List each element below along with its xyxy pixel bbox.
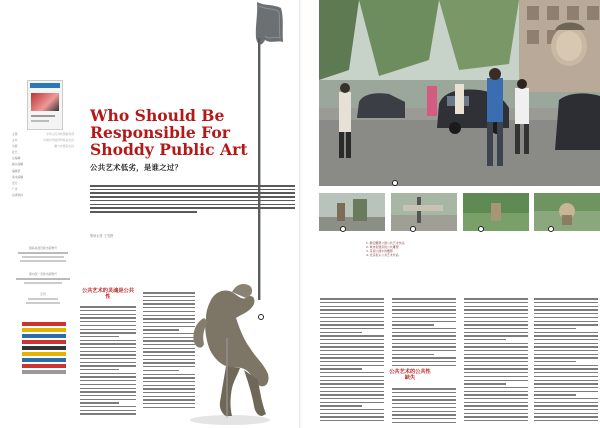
info-key: 编辑部: [12, 168, 21, 173]
body-column-1: [80, 304, 136, 417]
text-line: [534, 413, 598, 414]
text-line: [464, 313, 528, 314]
text-line: [320, 332, 362, 333]
text-line: [534, 317, 598, 318]
text-line: [320, 306, 384, 307]
page-gutter: [299, 0, 301, 428]
text-line: [80, 340, 136, 341]
text-line: [464, 398, 528, 399]
text-line: [80, 362, 136, 363]
text-line: [464, 387, 528, 388]
photo-marker-icon[interactable]: [478, 226, 484, 232]
info-key: 广告: [12, 186, 18, 191]
photo-thumbnail-strip: [319, 193, 600, 231]
info-value: 魅力中国杂志社: [54, 144, 74, 149]
text-line: [392, 418, 456, 419]
text-line: [392, 339, 456, 340]
intro-line: [90, 207, 295, 209]
text-line: [143, 329, 179, 330]
text-line: [534, 376, 598, 377]
photo-thumbnail-2[interactable]: [391, 193, 457, 231]
text-line: [464, 335, 528, 336]
text-line: [534, 321, 598, 322]
text-line: [143, 370, 179, 371]
text-line: [534, 402, 598, 403]
info-row: [12, 181, 74, 186]
text-line: [534, 313, 598, 314]
body-column-5: [464, 296, 528, 424]
text-line: [80, 347, 136, 348]
info-key: 美术编辑: [12, 174, 24, 179]
info-key: 出版: [12, 144, 18, 149]
text-line: [80, 413, 136, 414]
text-line: [534, 343, 598, 344]
text-line: [464, 339, 506, 340]
text-line: [534, 365, 598, 366]
info-value: 中华人民共和国商务部: [46, 132, 74, 136]
article-title: Who Should Be Responsible For Shoddy Public Art: [90, 106, 248, 159]
text-line: [534, 405, 598, 406]
info-key: 主管: [12, 132, 18, 136]
text-line: [464, 357, 528, 358]
text-line: [80, 373, 136, 374]
photo-caption: 2. 城市街道旁的公共雕塑: [366, 245, 399, 249]
text-line: [80, 410, 136, 411]
text-line: [534, 361, 576, 362]
cover-line: [31, 115, 55, 117]
text-line: [392, 302, 456, 303]
text-line: [464, 402, 528, 403]
text-line: [392, 298, 456, 299]
text-line: [320, 324, 384, 325]
text-line: [320, 328, 384, 329]
photo-thumbnail-4[interactable]: [534, 193, 600, 231]
info-row: [12, 169, 74, 174]
photo-caption: 4. 北京街头公共艺术作品: [366, 253, 399, 257]
text-line: [534, 354, 598, 355]
text-line: [464, 298, 528, 299]
text-line: [534, 394, 576, 395]
text-line: [464, 391, 528, 392]
section-heading-2: 公共艺术的公共性缺失: [389, 369, 431, 382]
text-line: [392, 306, 456, 307]
info-key: 法律顾问: [12, 192, 24, 197]
text-line: [464, 332, 528, 333]
text-line: [464, 324, 528, 325]
text-line: [392, 321, 456, 322]
photo-thumbnail-1[interactable]: [319, 193, 385, 231]
text-line: [320, 313, 384, 314]
info-row: [12, 156, 74, 161]
issn-label: 国际标准连续出版物号: [29, 246, 57, 250]
street-scene-photo[interactable]: [319, 0, 600, 186]
masthead-info-column: [12, 132, 74, 199]
text-line: [464, 306, 528, 307]
cn-block: [12, 272, 74, 286]
info-row: [12, 138, 74, 143]
text-line: [392, 388, 456, 389]
info-row: [12, 175, 74, 180]
text-line: [392, 328, 456, 329]
text-line: [392, 317, 456, 318]
photo-marker-icon[interactable]: [548, 226, 554, 232]
text-line: [392, 414, 456, 415]
text-line: [80, 306, 136, 307]
photo-marker-icon[interactable]: [340, 226, 346, 232]
text-line: [464, 350, 528, 351]
info-key: 主办: [12, 138, 18, 143]
intro-line: [90, 192, 295, 194]
text-line: [80, 365, 136, 366]
text-line: [464, 343, 528, 344]
text-line: [320, 413, 384, 414]
text-line: [80, 351, 136, 352]
text-line: [464, 309, 528, 310]
text-line: [320, 354, 384, 355]
info-row: [12, 132, 74, 137]
text-line: [392, 354, 434, 355]
intro-line: [90, 185, 295, 187]
info-key: 副总编辑: [12, 162, 24, 167]
cover-line: [31, 120, 49, 122]
text-line: [392, 309, 456, 310]
cover-image: [31, 93, 59, 111]
text-line: [534, 328, 576, 329]
text-line: [392, 411, 456, 412]
text-line: [534, 416, 598, 417]
text-line: [534, 346, 598, 347]
text-line: [464, 361, 528, 362]
text-line: [534, 391, 598, 392]
cover-masthead: [30, 83, 60, 88]
info-key: 发行: [12, 180, 18, 185]
info-row: [12, 193, 74, 198]
text-line: [464, 372, 528, 373]
text-line: [464, 383, 506, 384]
text-line: [320, 372, 384, 373]
text-line: [80, 314, 136, 315]
text-line: [80, 358, 136, 359]
text-line: [80, 343, 136, 344]
text-line: [464, 420, 528, 421]
text-line: [320, 302, 384, 303]
info-row: [12, 162, 74, 167]
price-block: [12, 292, 74, 306]
text-line: [464, 354, 528, 355]
text-line: [320, 321, 384, 322]
text-line: [320, 350, 384, 351]
text-line: [464, 413, 528, 414]
text-line: [320, 394, 384, 395]
text-line: [464, 380, 528, 381]
text-line: [80, 402, 119, 403]
body-column-6: [534, 296, 598, 424]
text-line: [80, 384, 136, 385]
text-line: [80, 329, 136, 330]
section-heading-1: 公共艺术的灵魂是公共性: [82, 288, 134, 301]
text-line: [392, 407, 456, 408]
text-line: [80, 406, 136, 407]
body-column-4-cont: [392, 386, 456, 425]
text-line: [320, 368, 362, 369]
text-line: [320, 383, 384, 384]
body-column-4: [392, 296, 456, 368]
photo-caption: 3. 景观公园中的雕塑: [366, 249, 393, 253]
text-line: [320, 376, 384, 377]
intro-line: [90, 211, 197, 213]
text-line: [534, 387, 598, 388]
text-line: [464, 302, 528, 303]
text-line: [392, 343, 456, 344]
text-line: [534, 380, 598, 381]
text-line: [320, 365, 384, 366]
text-line: [80, 395, 136, 396]
text-line: [80, 380, 136, 381]
article-subtitle: 公共艺术低劣，是谁之过？: [90, 163, 183, 172]
text-line: [392, 403, 456, 404]
text-line: [464, 405, 528, 406]
text-line: [534, 309, 598, 310]
text-line: [534, 350, 598, 351]
photo-marker-icon[interactable]: [258, 314, 264, 320]
text-line: [464, 346, 528, 347]
photo-marker-icon[interactable]: [392, 180, 398, 186]
text-line: [80, 317, 136, 318]
info-row: [12, 187, 74, 192]
text-line: [320, 361, 384, 362]
body-column-3: [320, 296, 384, 424]
text-line: [464, 328, 528, 329]
cn-label: 国内统一连续出版物号: [29, 272, 57, 276]
issn-block: [12, 246, 74, 264]
text-line: [392, 324, 434, 325]
text-line: [392, 350, 456, 351]
text-line: [464, 409, 528, 410]
text-line: [80, 332, 136, 333]
text-line: [534, 302, 598, 303]
text-line: [534, 298, 598, 299]
price-label: 定价: [40, 292, 46, 296]
text-line: [534, 420, 598, 421]
text-line: [534, 383, 598, 384]
text-line: [320, 309, 384, 310]
text-line: [392, 332, 456, 333]
text-line: [320, 380, 384, 381]
info-value: 中国对外经济贸易杂志社: [43, 138, 74, 143]
intro-line: [90, 200, 295, 202]
text-line: [534, 398, 598, 399]
text-line: [320, 387, 384, 388]
text-line: [320, 402, 384, 403]
text-line: [320, 420, 384, 421]
text-line: [534, 368, 598, 369]
text-line: [392, 313, 456, 314]
text-line: [320, 391, 384, 392]
photo-caption: 1. 静安雕塑公园公共艺术作品: [366, 241, 405, 245]
text-line: [80, 399, 136, 400]
text-line: [80, 391, 136, 392]
text-line: [464, 394, 528, 395]
intro-line: [90, 189, 295, 191]
text-line: [534, 372, 598, 373]
text-line: [80, 354, 136, 355]
text-line: [464, 321, 528, 322]
text-line: [464, 416, 528, 417]
text-line: [80, 325, 136, 326]
text-line: [320, 405, 362, 406]
text-line: [392, 346, 456, 347]
text-line: [392, 335, 456, 336]
text-line: [534, 332, 598, 333]
text-line: [80, 388, 136, 389]
text-line: [320, 346, 384, 347]
text-line: [80, 321, 136, 322]
text-line: [80, 369, 119, 370]
text-line: [534, 339, 598, 340]
text-line: [534, 335, 598, 336]
text-line: [320, 409, 384, 410]
info-key: 总编辑: [12, 156, 21, 161]
intro-line: [90, 196, 295, 198]
text-line: [320, 298, 384, 299]
text-line: [80, 310, 136, 311]
text-line: [80, 336, 119, 337]
intro-paragraph: [90, 183, 295, 215]
text-line: [392, 365, 456, 366]
seated-figure-sculpture-icon: [180, 278, 288, 426]
text-line: [320, 339, 384, 340]
photo-marker-icon[interactable]: [410, 226, 416, 232]
text-line: [464, 376, 528, 377]
text-line: [320, 357, 384, 358]
text-line: [534, 409, 598, 410]
text-line: [392, 361, 456, 362]
text-line: [534, 324, 598, 325]
text-line: [392, 392, 456, 393]
text-line: [392, 399, 456, 400]
text-line: [320, 398, 384, 399]
text-line: [80, 376, 136, 377]
text-line: [464, 368, 528, 369]
text-line: [392, 422, 456, 423]
photo-captions: [366, 241, 404, 257]
photo-thumbnail-3[interactable]: [463, 193, 529, 231]
sponsor-logos: [22, 320, 66, 376]
info-row: [12, 150, 74, 155]
magazine-cover-thumbnail[interactable]: [27, 80, 63, 130]
text-line: [320, 416, 384, 417]
text-line: [392, 357, 456, 358]
byline: 策划记者 王雪野: [90, 234, 114, 238]
info-key: 社长: [12, 150, 18, 155]
text-line: [464, 365, 528, 366]
text-line: [534, 357, 598, 358]
text-line: [320, 343, 384, 344]
info-row: [12, 144, 74, 149]
text-line: [534, 306, 598, 307]
text-line: [320, 317, 384, 318]
text-line: [392, 396, 456, 397]
intro-line: [90, 204, 295, 206]
text-line: [464, 317, 528, 318]
text-line: [320, 335, 384, 336]
